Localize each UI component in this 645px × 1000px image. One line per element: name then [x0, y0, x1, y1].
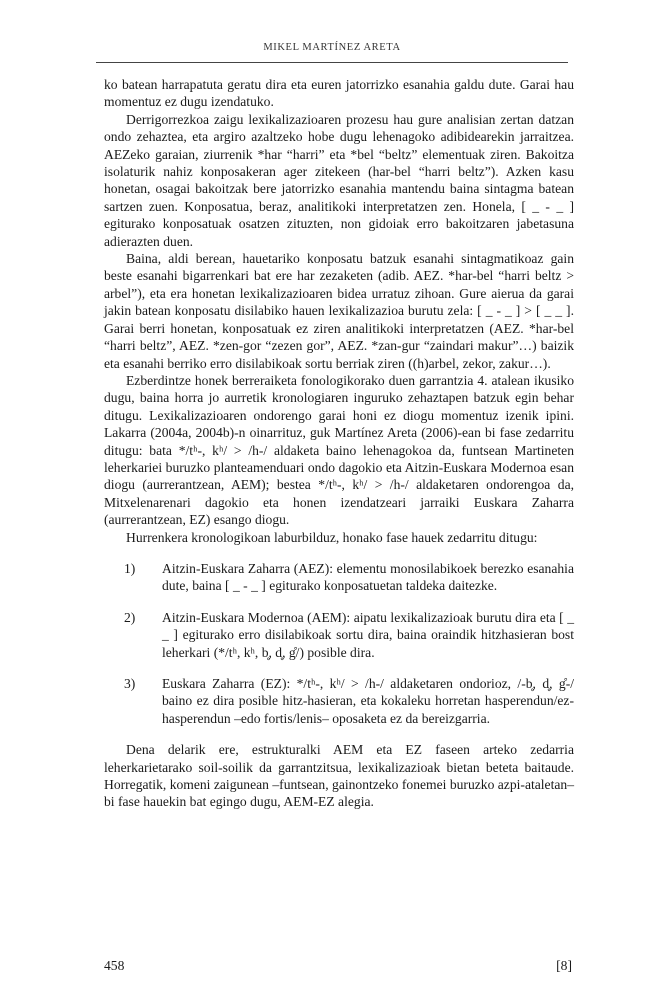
paragraph-3: Baina, aldi berean, hauetariko konposatu batzuk esanahi sintagmatikoaz gain beste esanahi bigarrenkari bat ere har zezaketen (adib. AEZ. *har-bel “harri beltz > arbel”), eta era honetan lexikalizazioaren bidea urratuz zihoan. Gure aierua da garai jakin batean konposatu disilabiko hauen lexikalizazioa burutu zela: [ _ - _ ] > [ _ _ ]. Garai berri honetan, konposatuak ez ziren analitikoki interpretatzen (AEZ. *har-bel “harri beltz”, AEZ. *zen-gor “zezen gor”, AEZ. *zan-gur “zaindari makur”…) baizik eta esanahi berriko erro disilabikoak sortu berriak ziren ((h)arbel, zekor, zakur…). — [104, 251, 574, 371]
phase-list — [104, 560, 574, 727]
list-number: 3) — [124, 676, 136, 691]
list-number: 1) — [124, 560, 136, 576]
list-item — [124, 560, 574, 595]
list-item — [124, 609, 574, 661]
bracket-page-number: [8] — [556, 958, 572, 973]
list-number: 2) — [124, 609, 136, 625]
paragraph-1: ko batean harrapatuta geratu dira eta euren jatorrizko esanahia galdu dute. Garai hau momentuz ez dugu izendatuko. — [104, 77, 574, 110]
list-item — [124, 675, 574, 727]
list-text: Aitzin-Euskara Zaharra (AEZ): elementu monosilabikoek berezko esanahia dute, baina [ _ - _ ] egiturako konposatuetan taldeka daitezke. — [162, 560, 574, 594]
running-head: MIKEL MARTÍNEZ ARETA — [263, 42, 401, 53]
page-number: 458 — [104, 958, 125, 973]
list-text: Euskara Zaharra (EZ): */tʰ-, kʰ/ > /h-/ aldaketaren ondorioz, /-b̥, d̥, g̊-/ baino ez dira posible hitz-hasieran, eta kokaleku horretan hasperendun/ez-hasperendun –edo fortis/lenis– oposaketa ez da bereizgarria. — [162, 676, 574, 726]
body-text — [104, 76, 574, 811]
header-rule — [96, 62, 568, 63]
paragraph-4: Ezberdintze honek berreraiketa fonologikorako duen garrantzia 4. atalean ikusiko dugu, baina horra jo aurretik kronologiaren inguruko zehaztapen batzuk egin behar ditugu. Lexikalizazioaren ondorengo garai honi ez diogu momentuz izenik ipini. Lakarra (2004a, 2004b)-n oinarrituz, guk Martínez Areta (2006)-ean bi fase zedarritu ditugu: bata */tʰ-, kʰ/ > /h-/ aldaketa baino lehenagokoa da, funtsean Martineten leherkariei buruzko planteamenduari ondo dagokio eta Aitzin-Euskara Modernoa esan diogu (aurrerantzean, AEM); bestea */tʰ-, kʰ/ > /h-/ aldaketaren ondorengoa da, Mitxelenarenari dagokio eta honen izendatzeari jarraiki Euskara Zaharra (aurrerantzean, EZ) esango diogu. — [104, 372, 574, 528]
paragraph-5: Hurrenkera kronologikoan laburbilduz, honako fase hauek zedarritu ditugu: — [126, 529, 538, 545]
list-text: Aitzin-Euskara Modernoa (AEM): aipatu lexikalizazioak burutu dira eta [ _ _ ] egiturako erro disilabikoak sortu dira, baina oraindik hitzhasieran bost leherkari (*/tʰ, kʰ, b̥, d̥, g̊/) posible dira. — [162, 609, 574, 660]
paragraph-2: Derrigorrezkoa zaigu lexikalizazioaren prozesu hau gure analisian zertan datzan ondo zehaztea, eta argiro azaltzeko hobe dugu lehenagoko adibidearekin jarraitzea. AEZeko garaian, ziurrenik *har “harri” eta *bel “beltz” elementuak ziren. Bakoitza isolaturik nahiz konposakeran ager zitekeen (har-bel “harri beltz”). Azken kasu honetan, osagai bakoitzak bere jatorrizko esanahia mantendu baina sintagma batean sartzen zuen. Konposatua, beraz, analitikoki interpretatzen zen. Honela, [ _ - _ ] egiturako konposatuak osatzen zituzten, non gidoiak erro bakoitzaren jabetasuna adierazten duen. — [104, 111, 574, 249]
closing-paragraph: Dena delarik ere, estrukturalki AEM eta EZ faseen arteko zedarria leherkarietarako soil-soilik da garrantzitsua, lexikalizazioak bietan beteta baitaude. Horregatik, komeni zaigunean –funtsean, gainontzeko fonemei buruzko azpi-ataletan– bi fase hauekin bat egingo dugu, AEM-EZ alegia. — [104, 742, 574, 810]
